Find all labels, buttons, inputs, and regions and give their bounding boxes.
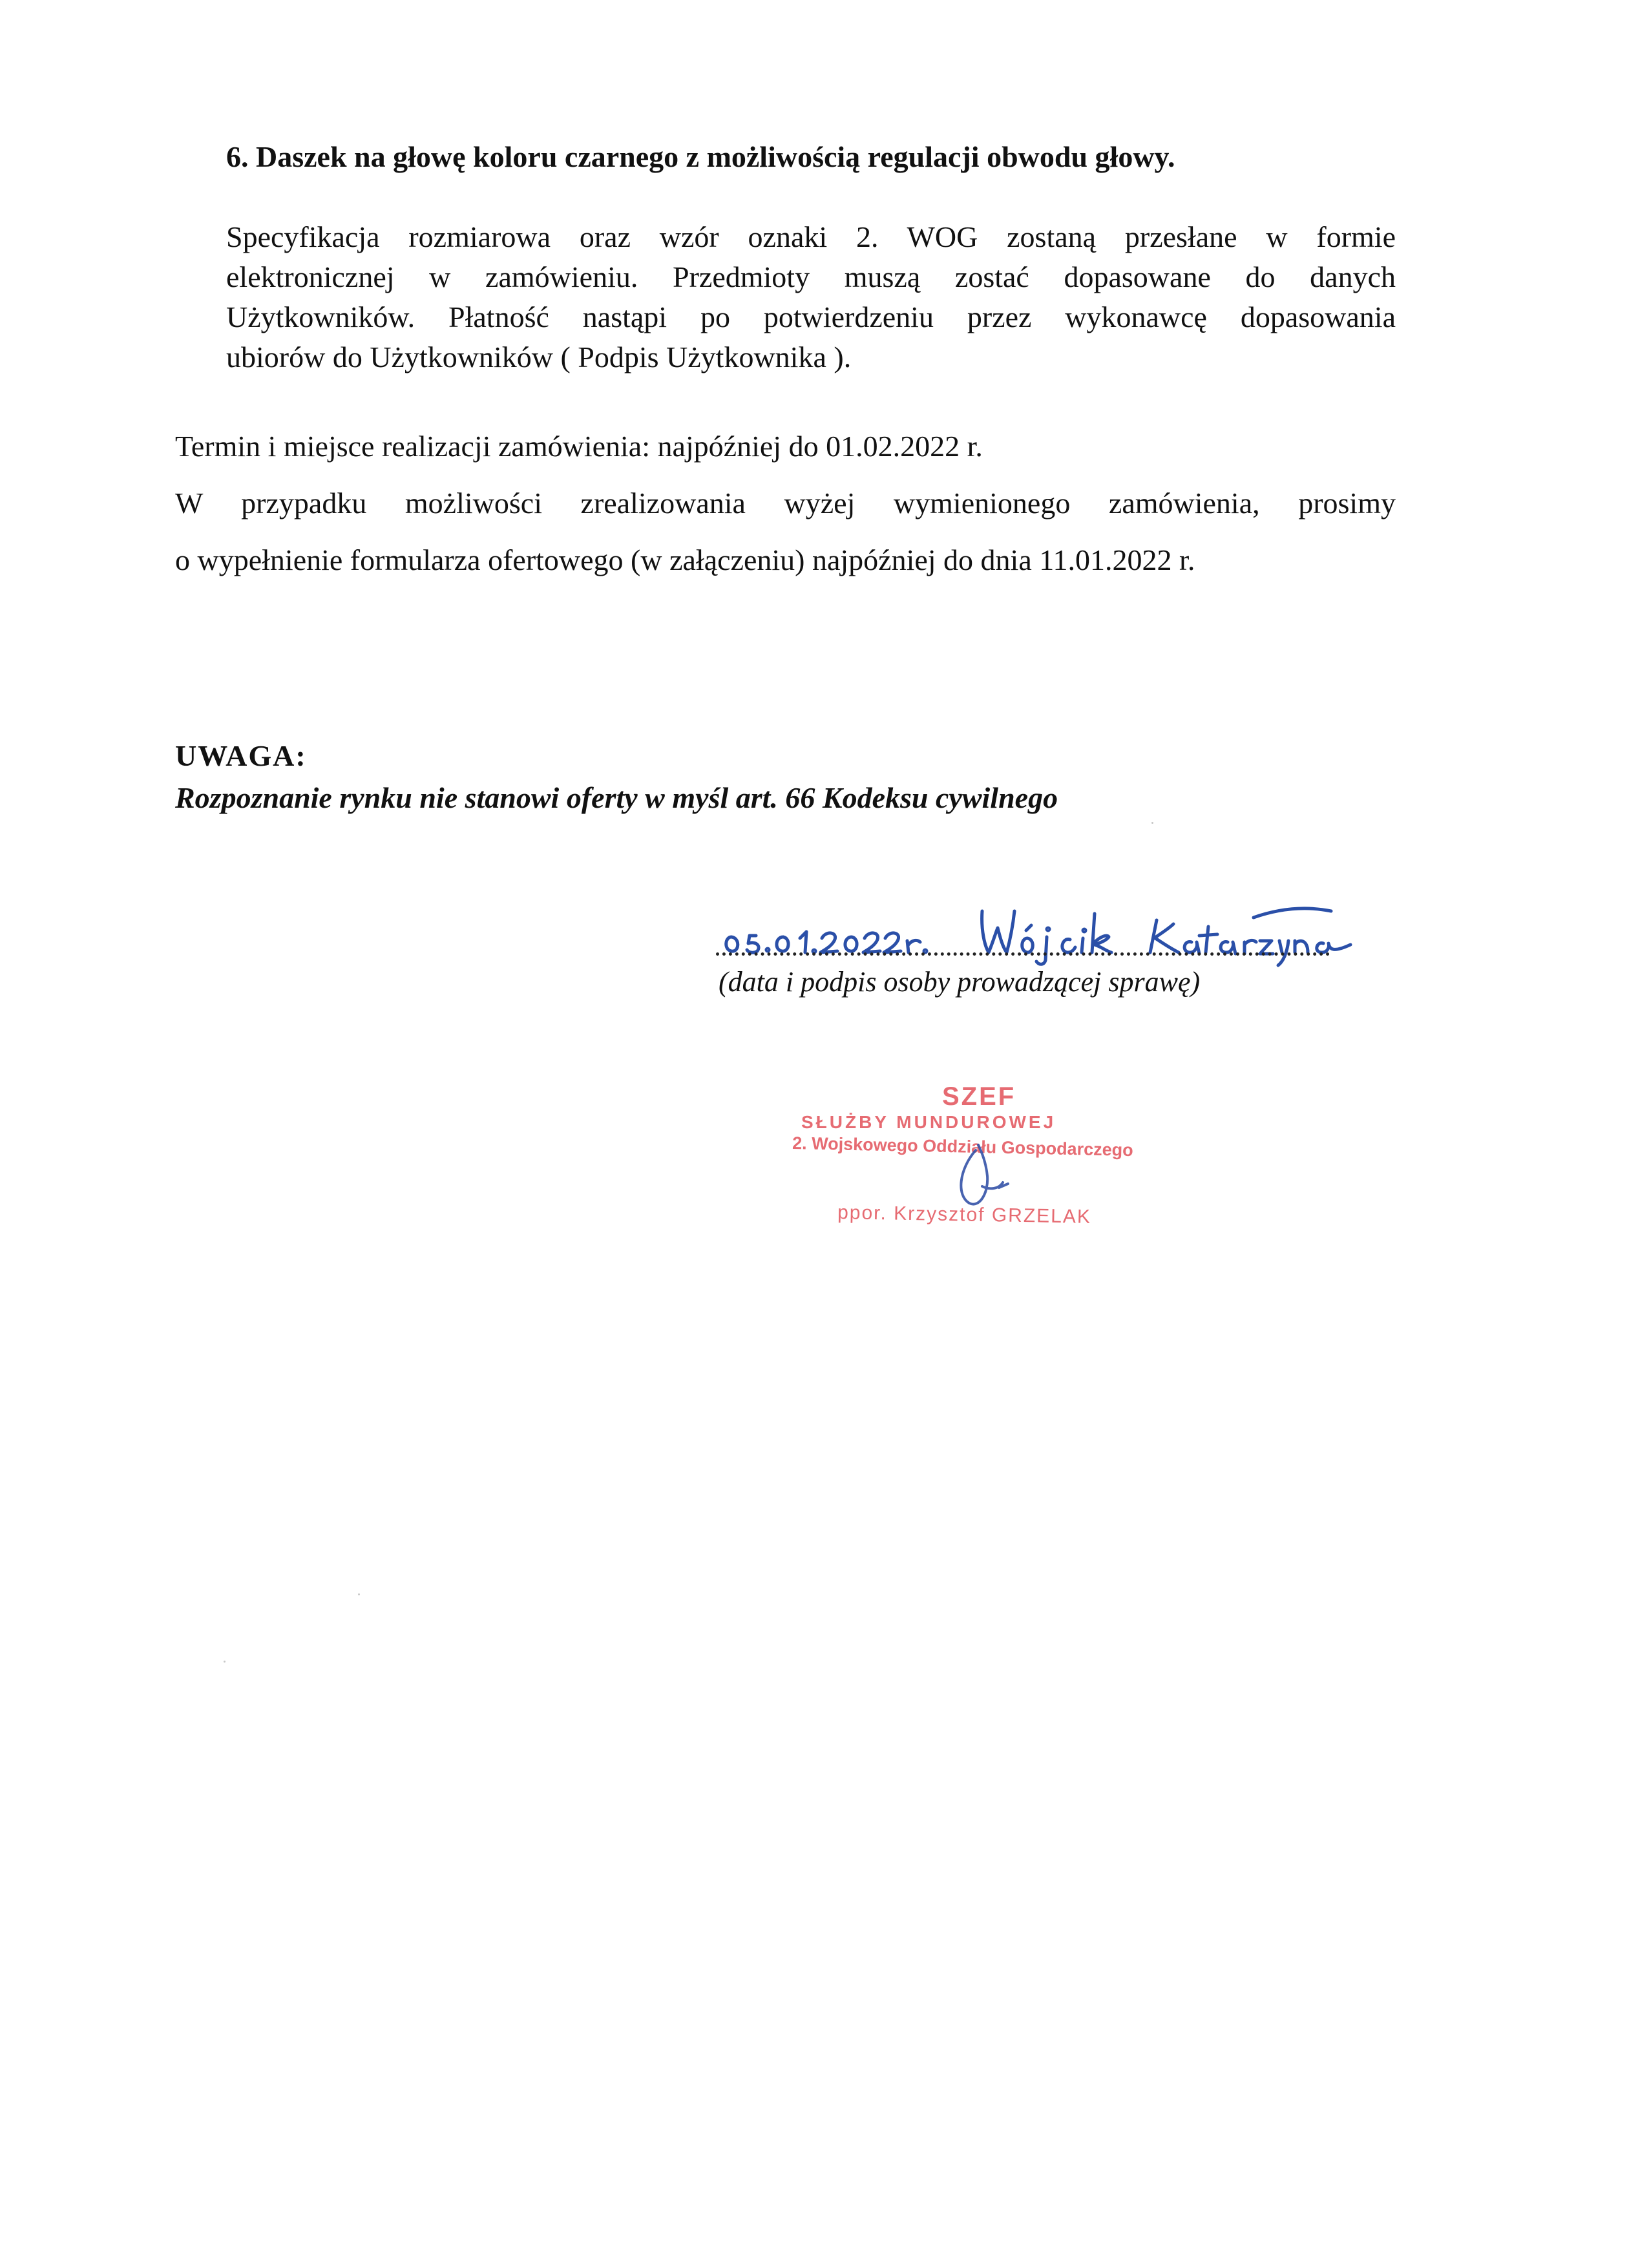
svg-text:SZEF: SZEF — [942, 1082, 1016, 1111]
spec-line-3: Użytkowników. Płatność nastąpi po potwierdzeniu przez wykonawcę dopasowania — [226, 300, 1396, 333]
stamp-seal-icon — [762, 1073, 1202, 1241]
delivery-term: Termin i miejsce realizacji zamówienia: najpóźniej do 01.02.2022 r. — [175, 430, 983, 463]
notice-text: Rozpoznanie rynku nie stanowi oferty w myśl art. 66 Kodeksu cywilnego — [175, 781, 1058, 814]
item-heading: 6. Daszek na głowę koloru czarnego z możliwością regulacji obwodu głowy. — [226, 140, 1175, 173]
spec-line-2: elektronicznej w zamówieniu. Przedmioty muszą zostać dopasowane do danych — [226, 260, 1396, 293]
svg-text:SŁUŻBY MUNDUROWEJ: SŁUŻBY MUNDUROWEJ — [801, 1112, 1056, 1132]
official-stamp — [762, 1073, 1202, 1241]
notice-label: UWAGA: — [175, 739, 307, 772]
signature-caption: (data i podpis osoby prowadzącej sprawę) — [719, 966, 1201, 998]
spec-line-1: Specyfikacja rozmiarowa oraz wzór oznaki 2. WOG zostaną przesłane w formie — [226, 220, 1396, 253]
scan-speck — [358, 1593, 360, 1595]
handwritten-signature-icon — [711, 898, 1357, 969]
scan-speck — [224, 1661, 226, 1663]
signature-dotted-line — [716, 952, 1330, 956]
spec-line-4: ubiorów do Użytkowników ( Podpis Użytkownika ). — [226, 341, 852, 373]
scan-speck — [1151, 822, 1153, 824]
svg-text:2. Wojskowego Oddziału Gospoda: 2. Wojskowego Oddziału Gospodarczego — [792, 1133, 1133, 1160]
request-line-1: W przypadku możliwości zrealizowania wyżej wymienionego zamówienia, prosimy — [175, 487, 1396, 520]
svg-text:ppor. Krzysztof GRZELAK: ppor. Krzysztof GRZELAK — [837, 1202, 1092, 1228]
request-line-2: o wypełnienie formularza ofertowego (w załączeniu) najpóźniej do dnia 11.01.2022 r. — [175, 543, 1195, 576]
